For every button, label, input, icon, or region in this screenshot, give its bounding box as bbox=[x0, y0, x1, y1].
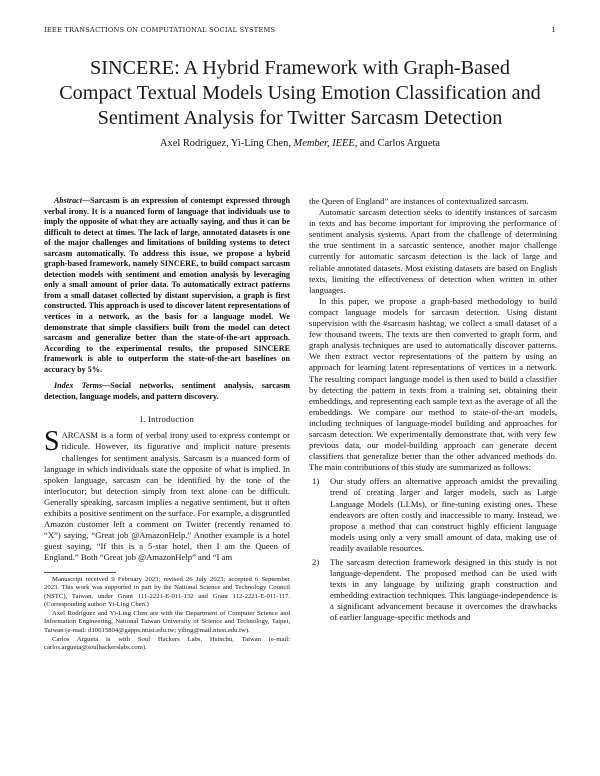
right-column bbox=[309, 196, 557, 624]
contribution-item bbox=[309, 476, 557, 554]
intro-paragraph-1 bbox=[44, 426, 290, 563]
authors-prefix: Axel Rodríguez, Yi-Ling Chen, bbox=[160, 138, 294, 149]
author-list bbox=[40, 138, 560, 149]
index-terms-text: —Social networks, sentiment analysis, sarcasm detection, language models, and pattern discovery. bbox=[44, 381, 290, 401]
intro-paragraph-1-continued: the Queen of England” are instances of contextualized sarcasm. bbox=[309, 196, 529, 206]
authors-suffix: , and Carlos Argueta bbox=[354, 138, 440, 149]
contribution-text: Our study offers an alternative approach amidst the prevailing trend of creating larger and larger models, such as Large Language Models (LLMs), or fine-tuning existing ones. These endeavors are often costly and inaccessible to many. Instead, we propose a method that can construct highly efficient language models using only a very small amount of data, making use of readily available resources. bbox=[330, 476, 557, 553]
intro-paragraph-2: Automatic sarcasm detection seeks to identify instances of sarcasm in texts and has become important for improving the performance of sentiment analysis systems. Apart from the challenge of determining the true sentiment in a sarcastic sentence, another major challenge currently for automatic sarcasm detection is the lack of large and reliable annotated datasets. Most existing datasets are based on English texts, limiting the effectiveness of detection when written in other languages. bbox=[309, 207, 557, 295]
intro-paragraph-1-text: ARCASM is a form of verbal irony used to express contempt or ridicule. However, its figurative and implicit nature presents challenges for sentiment analysis. Sarcasm is a nuanced form of language in which individuals state the opposite of what is implied. In spoken language, sarcasm can be identified by the tone of the interlocutor; but detection simply from text alone can be difficult. Generally speaking, sarcasm implies a negative sentiment, but it often exhibits a positive sentiment on the surface. For example, a disgruntled Amazon customer left a comment on Twitter (recently renamed to “X”) saying, “Great job @AmazonHelp.” Another example is a hotel guest saying, “If this is a 5-star hotel, then I am the Queen of England.” Both “Great job @AmazonHelp” and “I am bbox=[44, 430, 290, 563]
title-line-1: SINCERE: A Hybrid Framework with Graph-Based bbox=[90, 57, 510, 79]
paper-title bbox=[40, 56, 560, 131]
abstract-lead: Abstract bbox=[54, 196, 82, 205]
contribution-item bbox=[309, 557, 557, 624]
journal-name: IEEE TRANSACTIONS ON COMPUTATIONAL SOCIAL SYSTEMS bbox=[44, 26, 276, 34]
author-role: Member, IEEE bbox=[293, 138, 355, 149]
page-number: 1 bbox=[551, 26, 556, 34]
left-column bbox=[44, 196, 290, 653]
contribution-text: The sarcasm detection framework designed in this study is not language-dependent. The proposed method can be used with texts in any language by utilizing graph construction and embedding extraction techniques. This language-independence is a significant advancement because it overcomes the drawbacks of earlier language-specific methods and bbox=[330, 557, 557, 623]
section-heading-introduction: I. Introduction bbox=[139, 414, 195, 425]
contributions-list bbox=[309, 476, 557, 623]
title-line-3: Sentiment Analysis for Twitter Sarcasm Detection bbox=[97, 107, 503, 129]
footnotes bbox=[44, 576, 290, 653]
intro-paragraph-3: In this paper, we propose a graph-based methodology to build compact language models for sarcasm detection. Using distant supervision with the #sarcasm hashtag, we collect a small dataset of a few thousand tweets. The texts are then converted to graph form, and graph analysis techniques are used to automatically discover patterns. We then extract vector representations of the pattern by using an approach for learning latent representations of vertices in a network. The resulting compact language model is then used to build a classifier by detecting the pattern in texts from a training set, obtaining their embeddings, and representing each sample text as the average of all the embeddings. We compare our method to state-of-the-art models, including techniques of language-model building and approaches for sarcasm detection. We experimentally demonstrate that, with very few previous data, our model-building approach can generate decent classifiers that generalize better than the other advanced methods do. The main contributions of this study are summarized as follows: bbox=[309, 295, 557, 473]
footnote-affiliation-2: Carlos Argueta is with Soul Hackers Labs, Hsinchu, Taiwan (e-mail: carlos.argueta@soulhackerslabs.com). bbox=[44, 635, 290, 652]
index-terms bbox=[44, 381, 290, 402]
footnote-rule bbox=[44, 572, 116, 573]
index-terms-lead: Index Terms bbox=[54, 381, 103, 391]
footnote-affiliation-1: Axel Rodríguez and Yi-Ling Chen are with the Department of Computer Science and Information Engineering, National Taiwan University of Science and Technology, Taipei, Taiwan (e-mail: d10615804@gapps.ntust.edu.tw; yiling@mail.ntust.edu.tw). bbox=[44, 609, 290, 635]
contribution-number: 1) bbox=[312, 476, 320, 487]
title-line-2: Compact Textual Models Using Emotion Classification and bbox=[59, 82, 541, 104]
running-head bbox=[44, 26, 556, 34]
footnote-manuscript: Manuscript received 9 February 2023; revised 26 July 2023; accepted 6 September 2023. This work was supported in part by the National Science and Technology Council (NSTC), Taiwan, under Grant 111-2221-E-011-132 and Grant 112-2221-E-011-117. (Corresponding author: Yi-Ling Chen.) bbox=[44, 575, 290, 609]
abstract bbox=[44, 196, 290, 375]
contribution-number: 2) bbox=[312, 557, 320, 567]
drop-cap: S bbox=[44, 426, 60, 458]
abstract-text: —Sarcasm is an expression of contempt expressed through verbal irony. It is a nuanced form of language that individuals use to imply the opposite of what they are actually saying, and thus it can be difficult to detect at times. The lack of large, annotated datasets is one of the major challenges and limitations of building systems to detect sarcasm automatically. To address this issue, we propose a hybrid graph-based framework, namely SINCERE, to build compact sarcasm detection models with sentiment and emotion analysis by leveraging only a small amount of prior data. To automatically extract patterns from a small dataset collected by distant supervision, a graph is first constructed. This approach is used to discover latent representations of vertices in a network, as the basis for a language model. We demonstrate that simple classifiers built from the model can detect sarcasm and generalize better than the state-of-the-art approach. According to the experimental results, the proposed SINCERE framework is able to outperform the state-of-the-art baselines on accuracy by 5%. bbox=[44, 196, 290, 374]
